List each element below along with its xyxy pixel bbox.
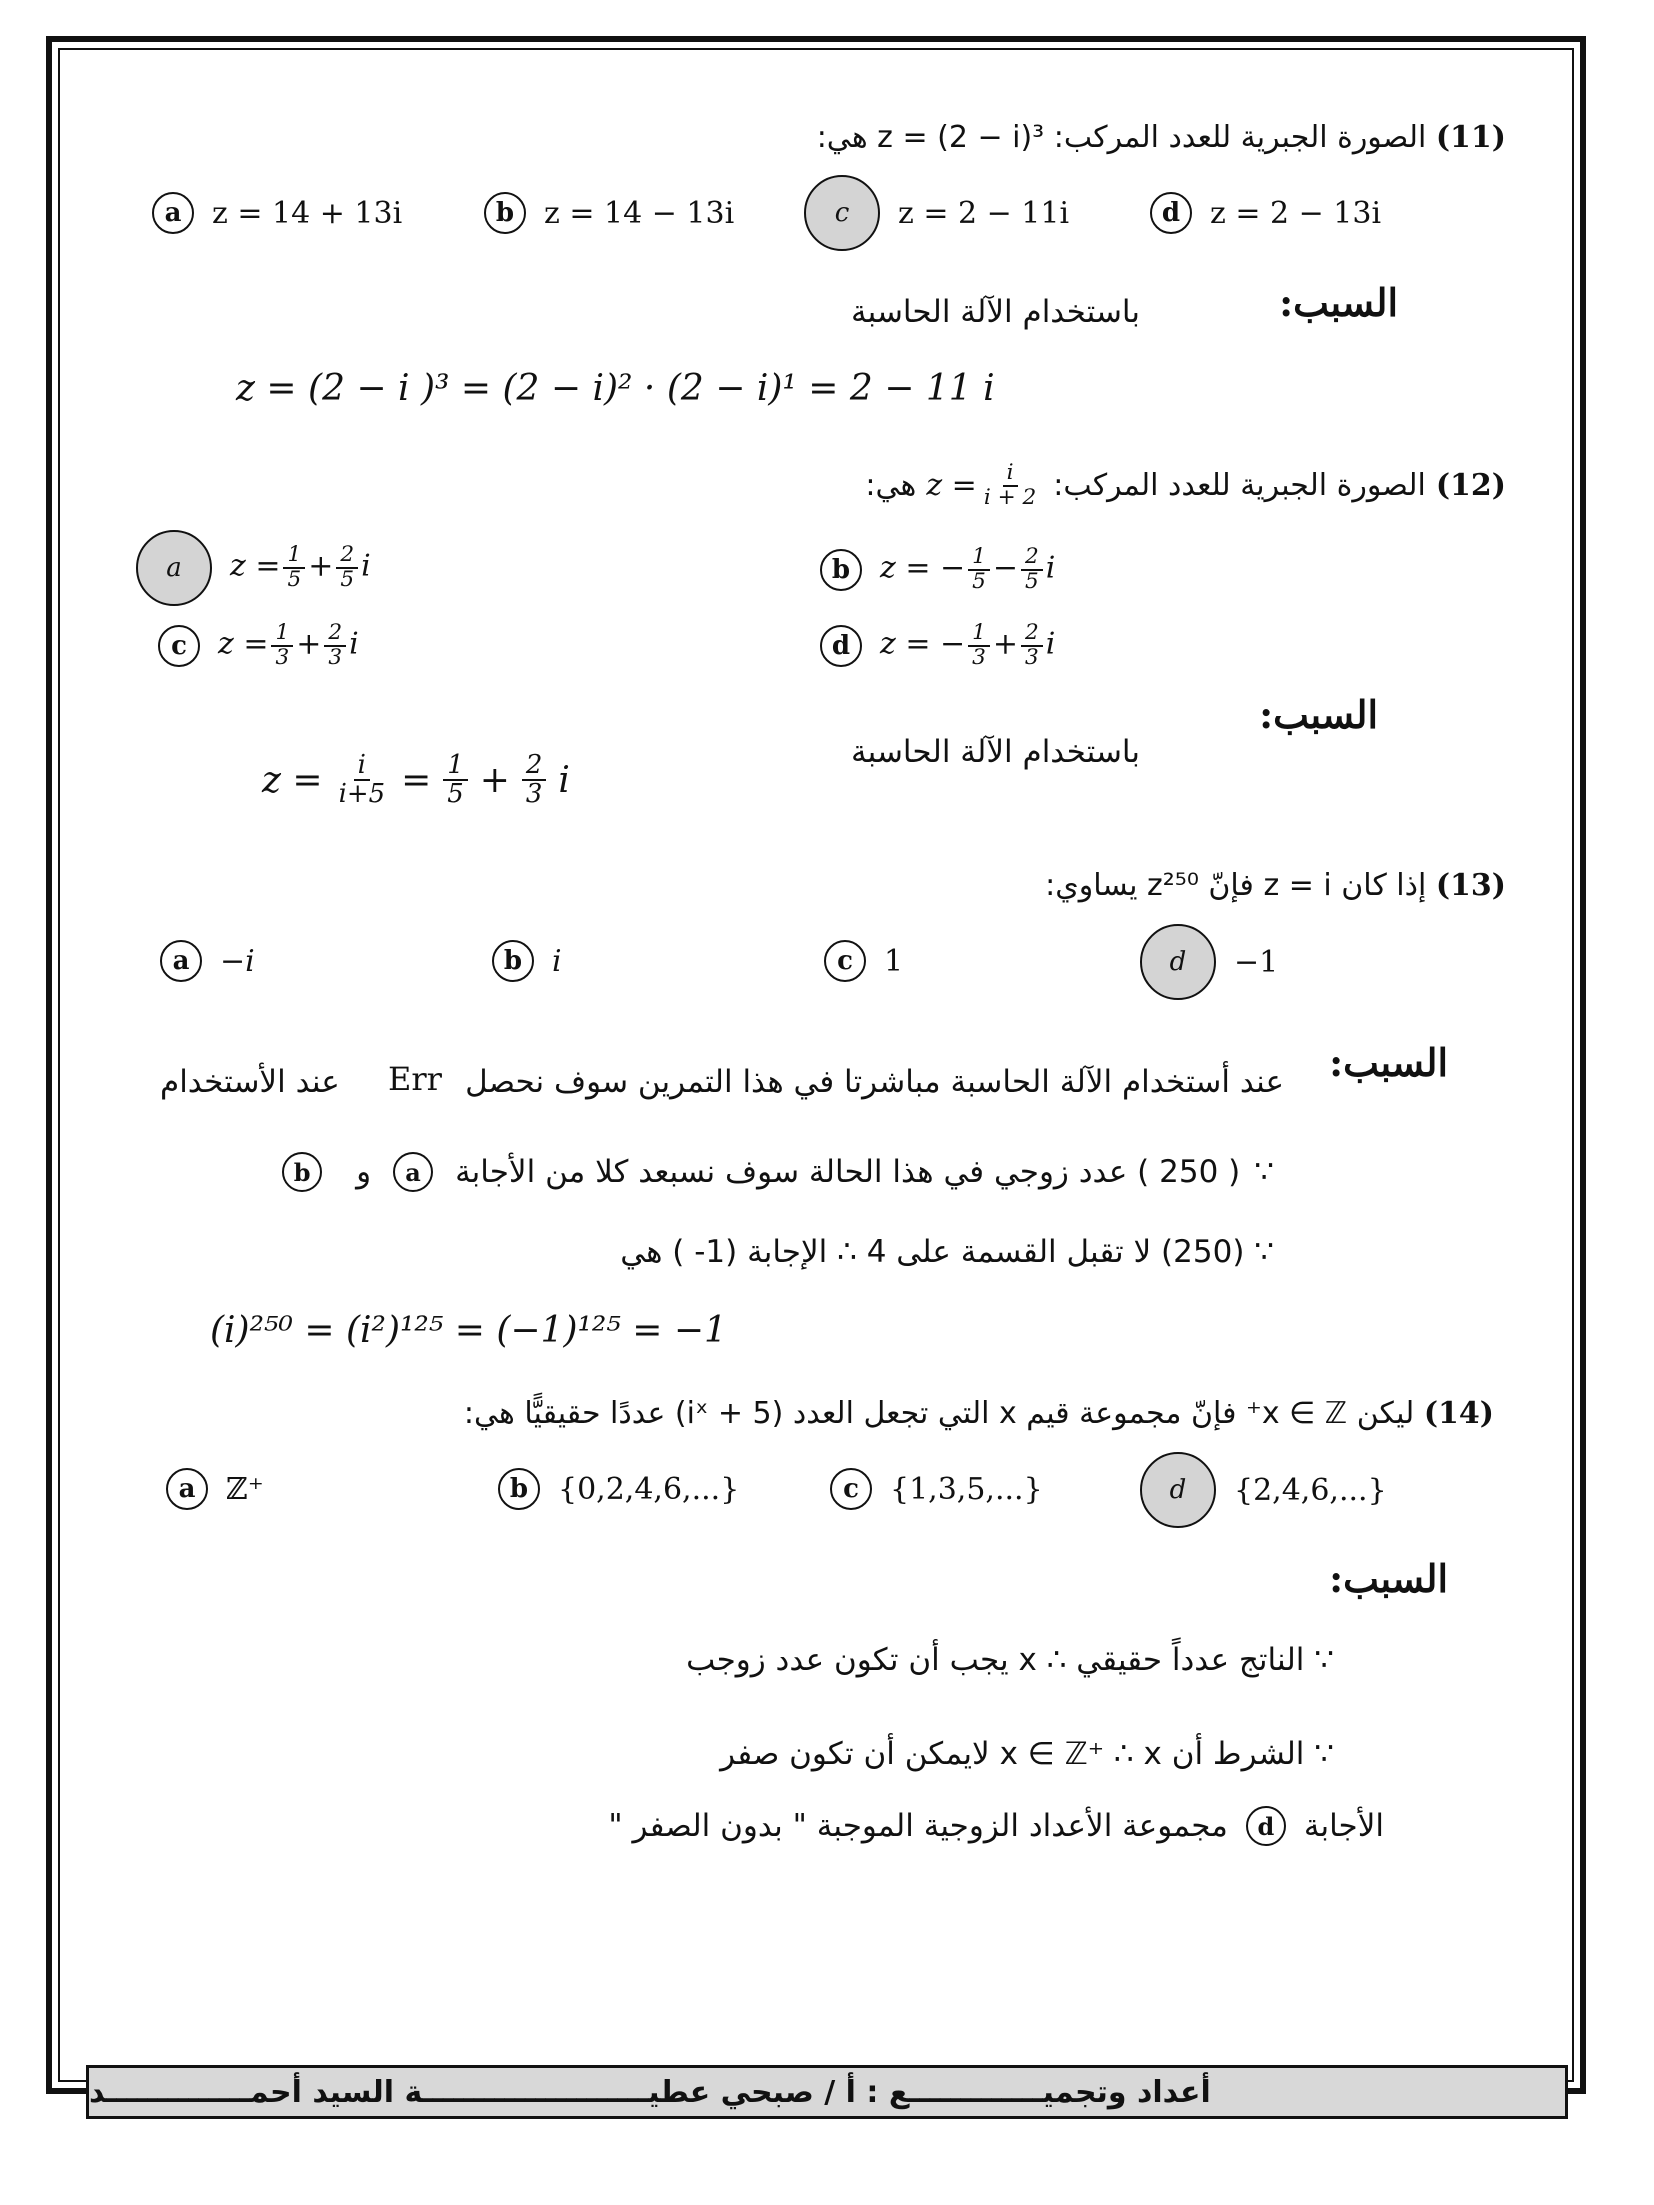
- q13-reason-line1-b: عند الأستخدام: [160, 1064, 340, 1100]
- option-letter-selected: a: [136, 530, 212, 606]
- opt-lead: z = −: [880, 626, 966, 662]
- q11-option-c[interactable]: [804, 175, 1069, 251]
- frac-n: 2: [336, 544, 358, 569]
- q14-reason-line3: [608, 1806, 1384, 1846]
- option-letter: c: [830, 1468, 872, 1510]
- q12-option-c[interactable]: [158, 622, 359, 669]
- q11-option-a[interactable]: [152, 192, 402, 234]
- opt-tail: i: [1045, 550, 1056, 586]
- q13-work: (i)²⁵⁰ = (i²)¹²⁵ = (−1)¹²⁵ = −1: [210, 1310, 727, 1351]
- q14-reason-label: السبب:: [1329, 1556, 1448, 1601]
- q13-option-b[interactable]: [492, 940, 562, 982]
- option-letter: a: [160, 940, 202, 982]
- option-text: [230, 544, 371, 591]
- opt-lead: z =: [230, 549, 281, 584]
- question-text-end: هي:: [865, 468, 917, 504]
- formula-lead: z =: [926, 468, 977, 504]
- option-text: [218, 622, 359, 669]
- q13-reason-label: السبب:: [1329, 1040, 1448, 1085]
- fraction-numerator: i: [1003, 462, 1018, 487]
- question-11-stem: [817, 120, 1506, 155]
- opt-tail: i: [361, 549, 371, 584]
- question-14-stem: [464, 1396, 1494, 1431]
- option-letter: a: [152, 192, 194, 234]
- question-formula: [926, 462, 1043, 509]
- q12-option-a[interactable]: [136, 530, 371, 606]
- option-text: z = 2 − 11i: [898, 195, 1070, 231]
- q12-reason-label: السبب:: [1259, 692, 1378, 737]
- frac-n: 1: [968, 622, 990, 647]
- question-text: إذا كان z = i فإنّ z²⁵⁰ يساوي:: [1045, 868, 1427, 903]
- frac-d: 3: [972, 644, 986, 670]
- q11-option-d[interactable]: [1150, 192, 1381, 234]
- opt-tail: i: [1045, 626, 1056, 662]
- question-text: الصورة الجبرية للعدد المركب: z = (2 − i)³ هي:: [816, 120, 1427, 155]
- q13-option-d[interactable]: [1140, 924, 1278, 1000]
- frac-n: 1: [283, 544, 305, 569]
- q11-option-b[interactable]: [484, 192, 734, 234]
- option-text: z = 14 − 13i: [544, 195, 735, 231]
- option-letter: d: [820, 625, 862, 667]
- because-symbol: ∵: [1254, 1154, 1274, 1190]
- reason-line2-text: ( 250 ) عدد زوجي في هذا الحالة سوف نسبعد كلا من الأجابة: [455, 1154, 1241, 1190]
- frac-d: 3: [1025, 644, 1039, 670]
- frac-n: 2: [1021, 622, 1043, 647]
- q13-reason-line3: ∵ (250) لا تقبل القسمة على 4 ∴ الإجابة (1- ) هي: [620, 1234, 1274, 1270]
- q13-option-c[interactable]: [824, 940, 903, 982]
- option-letter-inline: b: [282, 1152, 322, 1192]
- answer-description: مجموعة الأعداد الزوجية الموجبة " بدون الصفر ": [608, 1808, 1228, 1844]
- option-letter-selected: c: [804, 175, 880, 251]
- q14-option-d[interactable]: [1140, 1452, 1387, 1528]
- q14-reason-line2: ∵ الشرط أن x ∈ ℤ⁺ ∴ x لايمكن أن تكون صفر: [720, 1736, 1334, 1772]
- question-text: الصورة الجبرية للعدد المركب:: [1053, 468, 1426, 504]
- frac-n: 1: [271, 622, 293, 647]
- frac-n: 1: [443, 752, 467, 781]
- q14-option-b[interactable]: [498, 1468, 739, 1510]
- opt-tail: i: [349, 626, 359, 662]
- frac-n: 2: [324, 622, 346, 647]
- option-letter: c: [158, 625, 200, 667]
- opt-op: +: [308, 549, 334, 584]
- and-word: و: [356, 1154, 372, 1190]
- frac-d: 5: [447, 779, 464, 810]
- frac-d: 5: [287, 567, 302, 592]
- question-number: (11): [1435, 120, 1506, 155]
- question-12-stem: [865, 462, 1506, 509]
- option-letter-selected: d: [1140, 924, 1216, 1000]
- option-text: [880, 622, 1055, 669]
- q11-reason-text: باستخدام الآلة الحاسبة: [850, 294, 1140, 330]
- q12-option-b[interactable]: [820, 546, 1055, 593]
- q12-reason-text: باستخدام الآلة الحاسبة: [850, 734, 1140, 770]
- q13-option-a[interactable]: [160, 940, 255, 982]
- frac-d: 5: [340, 567, 355, 592]
- option-text: z = 2 − 13i: [1210, 195, 1382, 231]
- opt-op: +: [296, 626, 322, 662]
- opt-lead: z = −: [880, 550, 966, 586]
- frac-n: i: [354, 752, 370, 781]
- opt-op: +: [992, 626, 1019, 662]
- option-letter: d: [1150, 192, 1192, 234]
- question-13-stem: [1045, 868, 1506, 903]
- option-text: ℤ⁺: [226, 1471, 264, 1507]
- work-lead: z =: [262, 759, 323, 801]
- q13-reason-err: Err: [388, 1060, 442, 1098]
- option-text: {1,3,5,...}: [890, 1471, 1043, 1507]
- option-letter: a: [166, 1468, 208, 1510]
- question-text: ليكن x ∈ ℤ⁺ فإنّ مجموعة قيم x التي تجعل العدد (5 + iˣ) عددًا حقيقيًّا هي:: [463, 1396, 1415, 1431]
- q14-option-c[interactable]: [830, 1468, 1043, 1510]
- option-letter: b: [820, 549, 862, 591]
- q14-option-a[interactable]: [166, 1468, 264, 1510]
- option-letter-inline: a: [393, 1152, 433, 1192]
- opt-lead: z =: [218, 626, 269, 662]
- frac-d: 5: [1025, 568, 1039, 594]
- option-text: {0,2,4,6,...}: [558, 1471, 740, 1507]
- work-op: +: [479, 759, 510, 801]
- option-text: z = 14 + 13i: [212, 195, 403, 231]
- q13-reason-line1-a: عند أستخدام الآلة الحاسبة مباشرتا في هذا التمرين سوف نحصل: [465, 1064, 1284, 1100]
- fraction-denominator: i + 2: [983, 484, 1037, 510]
- option-text: [880, 546, 1055, 593]
- frac-n: 2: [522, 752, 546, 781]
- question-number: (12): [1435, 468, 1506, 504]
- option-letter: c: [824, 940, 866, 982]
- question-number: (13): [1435, 868, 1506, 903]
- q11-reason-label: السبب:: [1279, 280, 1398, 325]
- work-eq: =: [401, 759, 432, 801]
- frac-d: 3: [525, 779, 543, 810]
- option-text: −1: [1234, 944, 1279, 980]
- frac-d: 3: [328, 644, 343, 670]
- work-tail: i: [558, 759, 570, 801]
- frac-n: 1: [968, 546, 990, 571]
- frac-n: 2: [1021, 546, 1043, 571]
- option-text: 1: [884, 943, 904, 979]
- footer-credit-text: أعداد وتجميـــــــــــــع : أ / صبحي عطيــــــــــــــــــــــة السيد أحمــــــــــــــد: [89, 2074, 1211, 2110]
- option-letter-selected: d: [1140, 1452, 1216, 1528]
- question-number: (14): [1423, 1396, 1494, 1431]
- option-letter: b: [484, 192, 526, 234]
- frac-d: i+5: [338, 779, 386, 810]
- q13-reason-line2: [274, 1152, 1274, 1192]
- q11-work: z = (2 − i )³ = (2 − i)² · (2 − i)¹ = 2 − 11 i: [236, 368, 995, 409]
- q14-reason-line1: ∵ الناتج عدداً حقيقي ∴ x يجب أن تكون عدد زوجب: [686, 1642, 1334, 1678]
- option-letter: b: [498, 1468, 540, 1510]
- option-letter-inline: d: [1246, 1806, 1286, 1846]
- footer-credit-bar: [86, 2065, 1568, 2119]
- option-text: i: [552, 943, 562, 979]
- option-text: −i: [220, 943, 255, 979]
- frac-d: 3: [275, 644, 290, 670]
- frac-d: 5: [972, 568, 986, 594]
- q12-work: [262, 752, 570, 808]
- opt-op: −: [992, 550, 1019, 586]
- option-text: {2,4,6,...}: [1234, 1472, 1387, 1508]
- q12-option-d[interactable]: [820, 622, 1055, 669]
- option-letter: b: [492, 940, 534, 982]
- answer-word: الأجابة: [1303, 1808, 1384, 1844]
